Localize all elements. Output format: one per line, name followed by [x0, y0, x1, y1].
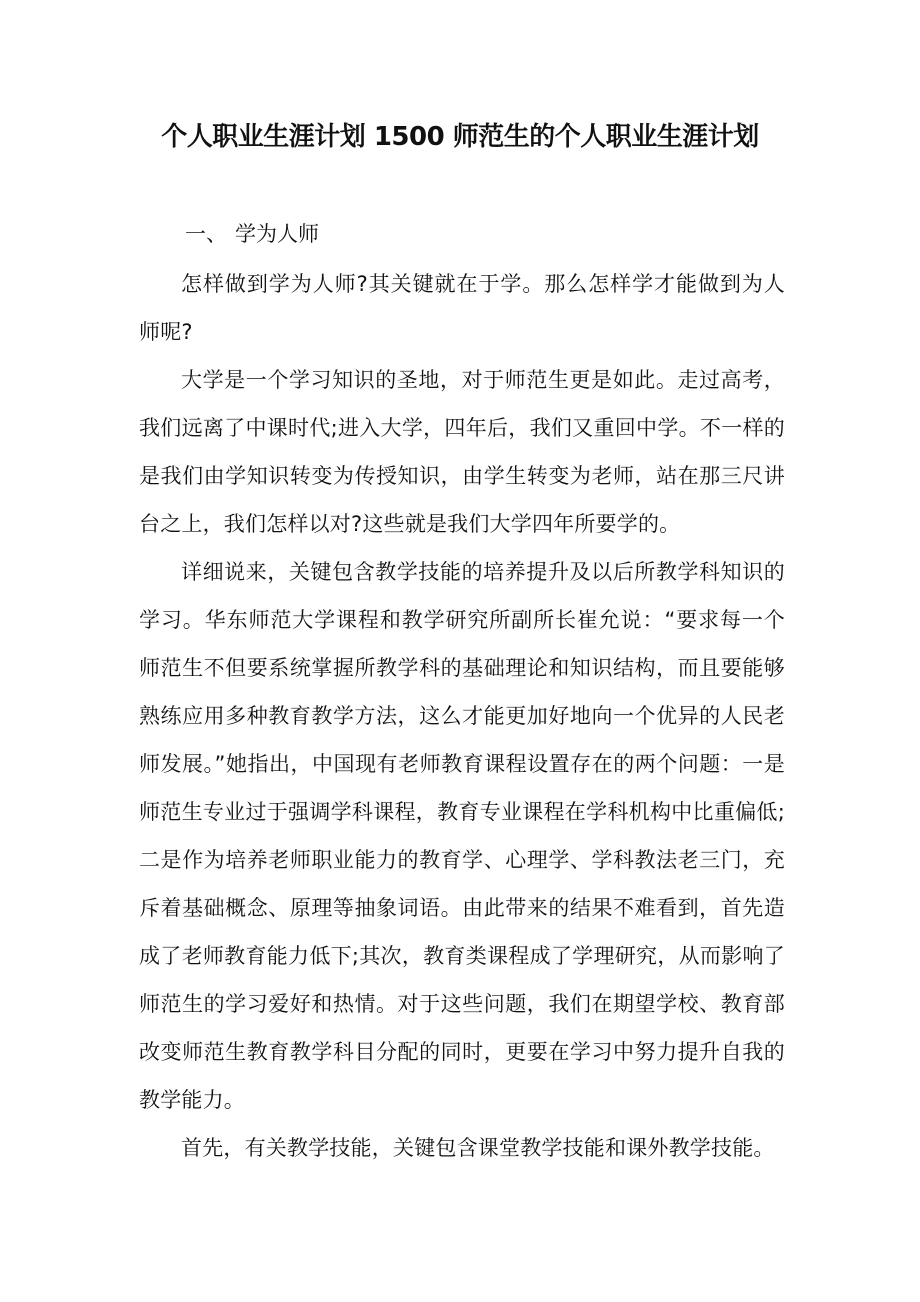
paragraph-2: 大学是一个学习知识的圣地，对于师范生更是如此。走过高考，我们远离了中课时代;进入大学，四年后，我们又重回中学。不一样的是我们由学知识转变为传授知识，由学生转变为老师，站在那三尺讲台之上，我们怎样以对?这些就是我们大学四年所要学的。	[139, 368, 785, 536]
paragraph-4: 首先，有关教学技能，关键包含课堂教学技能和课外教学技能。	[181, 1136, 775, 1160]
document-body	[139, 260, 785, 1172]
section-heading-text: 学为人师	[235, 222, 319, 246]
paragraph-3: 详细说来，关键包含教学技能的培养提升及以后所教学科知识的学习。华东师范大学课程和教学研究所副所长崔允说：“要求每一个师范生不但要系统掌握所教学科的基础理论和知识结构，而且要能够熟练应用多种教育教学方法，这么才能更加好地向一个优异的人民老师发展。”她指出，中国现有老师教育课程设置存在的两个问题：一是师范生专业过于强调学科课程，教育专业课程在学科机构中比重偏低;二是作为培养老师职业能力的教育学、心理学、学科教法老三门，充斥着基础概念、原理等抽象词语。由此带来的结果不难看到，首先造成了老师教育能力低下;其次，教育类课程成了学理研究，从而影响了师范生的学习爱好和热情。对于这些问题，我们在期望学校、教育部改变师范生教育教学科目分配的同时，更要在学习中努力提升自我的教学能力。	[139, 560, 785, 1112]
section-number: 一、	[185, 222, 227, 246]
document-title: 个人职业生涯计划 1500 师范生的个人职业生涯计划	[161, 122, 759, 152]
section-heading	[185, 214, 319, 254]
paragraph-1: 怎样做到学为人师?其关键就在于学。那么怎样学才能做到为人师呢?	[139, 272, 785, 344]
